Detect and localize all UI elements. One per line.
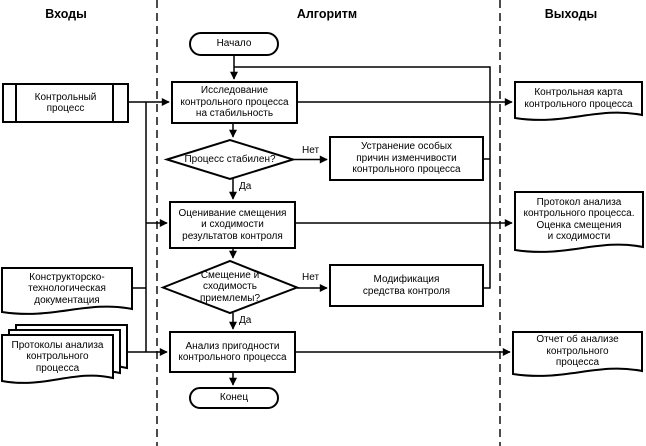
start-terminator-shape — [190, 33, 278, 55]
column-header-algorithm: Алгоритм — [296, 7, 358, 21]
decision-stable-diamond-shape — [167, 140, 293, 179]
modify-box-shape — [330, 265, 483, 306]
investigate-node-label: Исследование контрольного процесса на стабильность — [180, 85, 289, 120]
input-control-process-shape — [3, 84, 128, 122]
output-report-label: Отчет об анализе контрольного процесса — [536, 334, 619, 369]
decision-stable-label: Процесс стабилен? — [184, 153, 276, 165]
decision-acceptable-label: Смещение и сходимость приемлемы? — [199, 269, 261, 304]
output-protocol-label: Протокол анализа контрольного процесса. Оценка смещения и сходимости — [523, 196, 635, 242]
decision-acceptable-diamond-shape — [163, 261, 297, 313]
output-chart-doc-shape — [515, 82, 642, 120]
output-report-doc-shape — [513, 332, 642, 376]
eliminate-box-shape — [330, 137, 483, 180]
eliminate-node-label: Устранение особых причин изменчивости контрольного процесса — [352, 141, 461, 176]
investigate-box-shape — [172, 82, 297, 123]
output-chart-label: Контрольная карта контрольного процесса — [524, 87, 633, 110]
edge-label-yes-2: Да — [239, 315, 252, 326]
start-node-label: Начало — [216, 38, 252, 50]
edge-label-no-2: Нет — [302, 272, 320, 283]
column-header-outputs: Выходы — [544, 7, 598, 21]
edge-label-no-1: Нет — [302, 145, 320, 156]
output-protocol-doc-shape — [515, 192, 643, 252]
input-control-process-label: Контрольный процесс — [34, 91, 97, 114]
analyze-box-shape — [170, 332, 295, 372]
edge-label-yes-1: Да — [239, 181, 252, 192]
input-protocols-doc-front — [2, 335, 113, 383]
end-terminator-shape — [190, 388, 278, 408]
input-documentation-doc-shape — [2, 268, 132, 314]
input-protocols-label: Протоколы анализа контрольного процесса — [11, 339, 104, 374]
end-node-label: Конец — [219, 392, 249, 404]
column-header-inputs: Входы — [45, 7, 87, 21]
analyze-node-label: Анализ пригодности контрольного процесса — [178, 340, 287, 363]
modify-node-label: Модификация средства контроля — [362, 274, 451, 297]
evaluate-box-shape — [170, 202, 295, 248]
input-documentation-label: Конструкторско- технологическая документация — [28, 271, 106, 306]
evaluate-node-label: Оценивание смещения и сходимости результатов контроля — [178, 207, 287, 242]
